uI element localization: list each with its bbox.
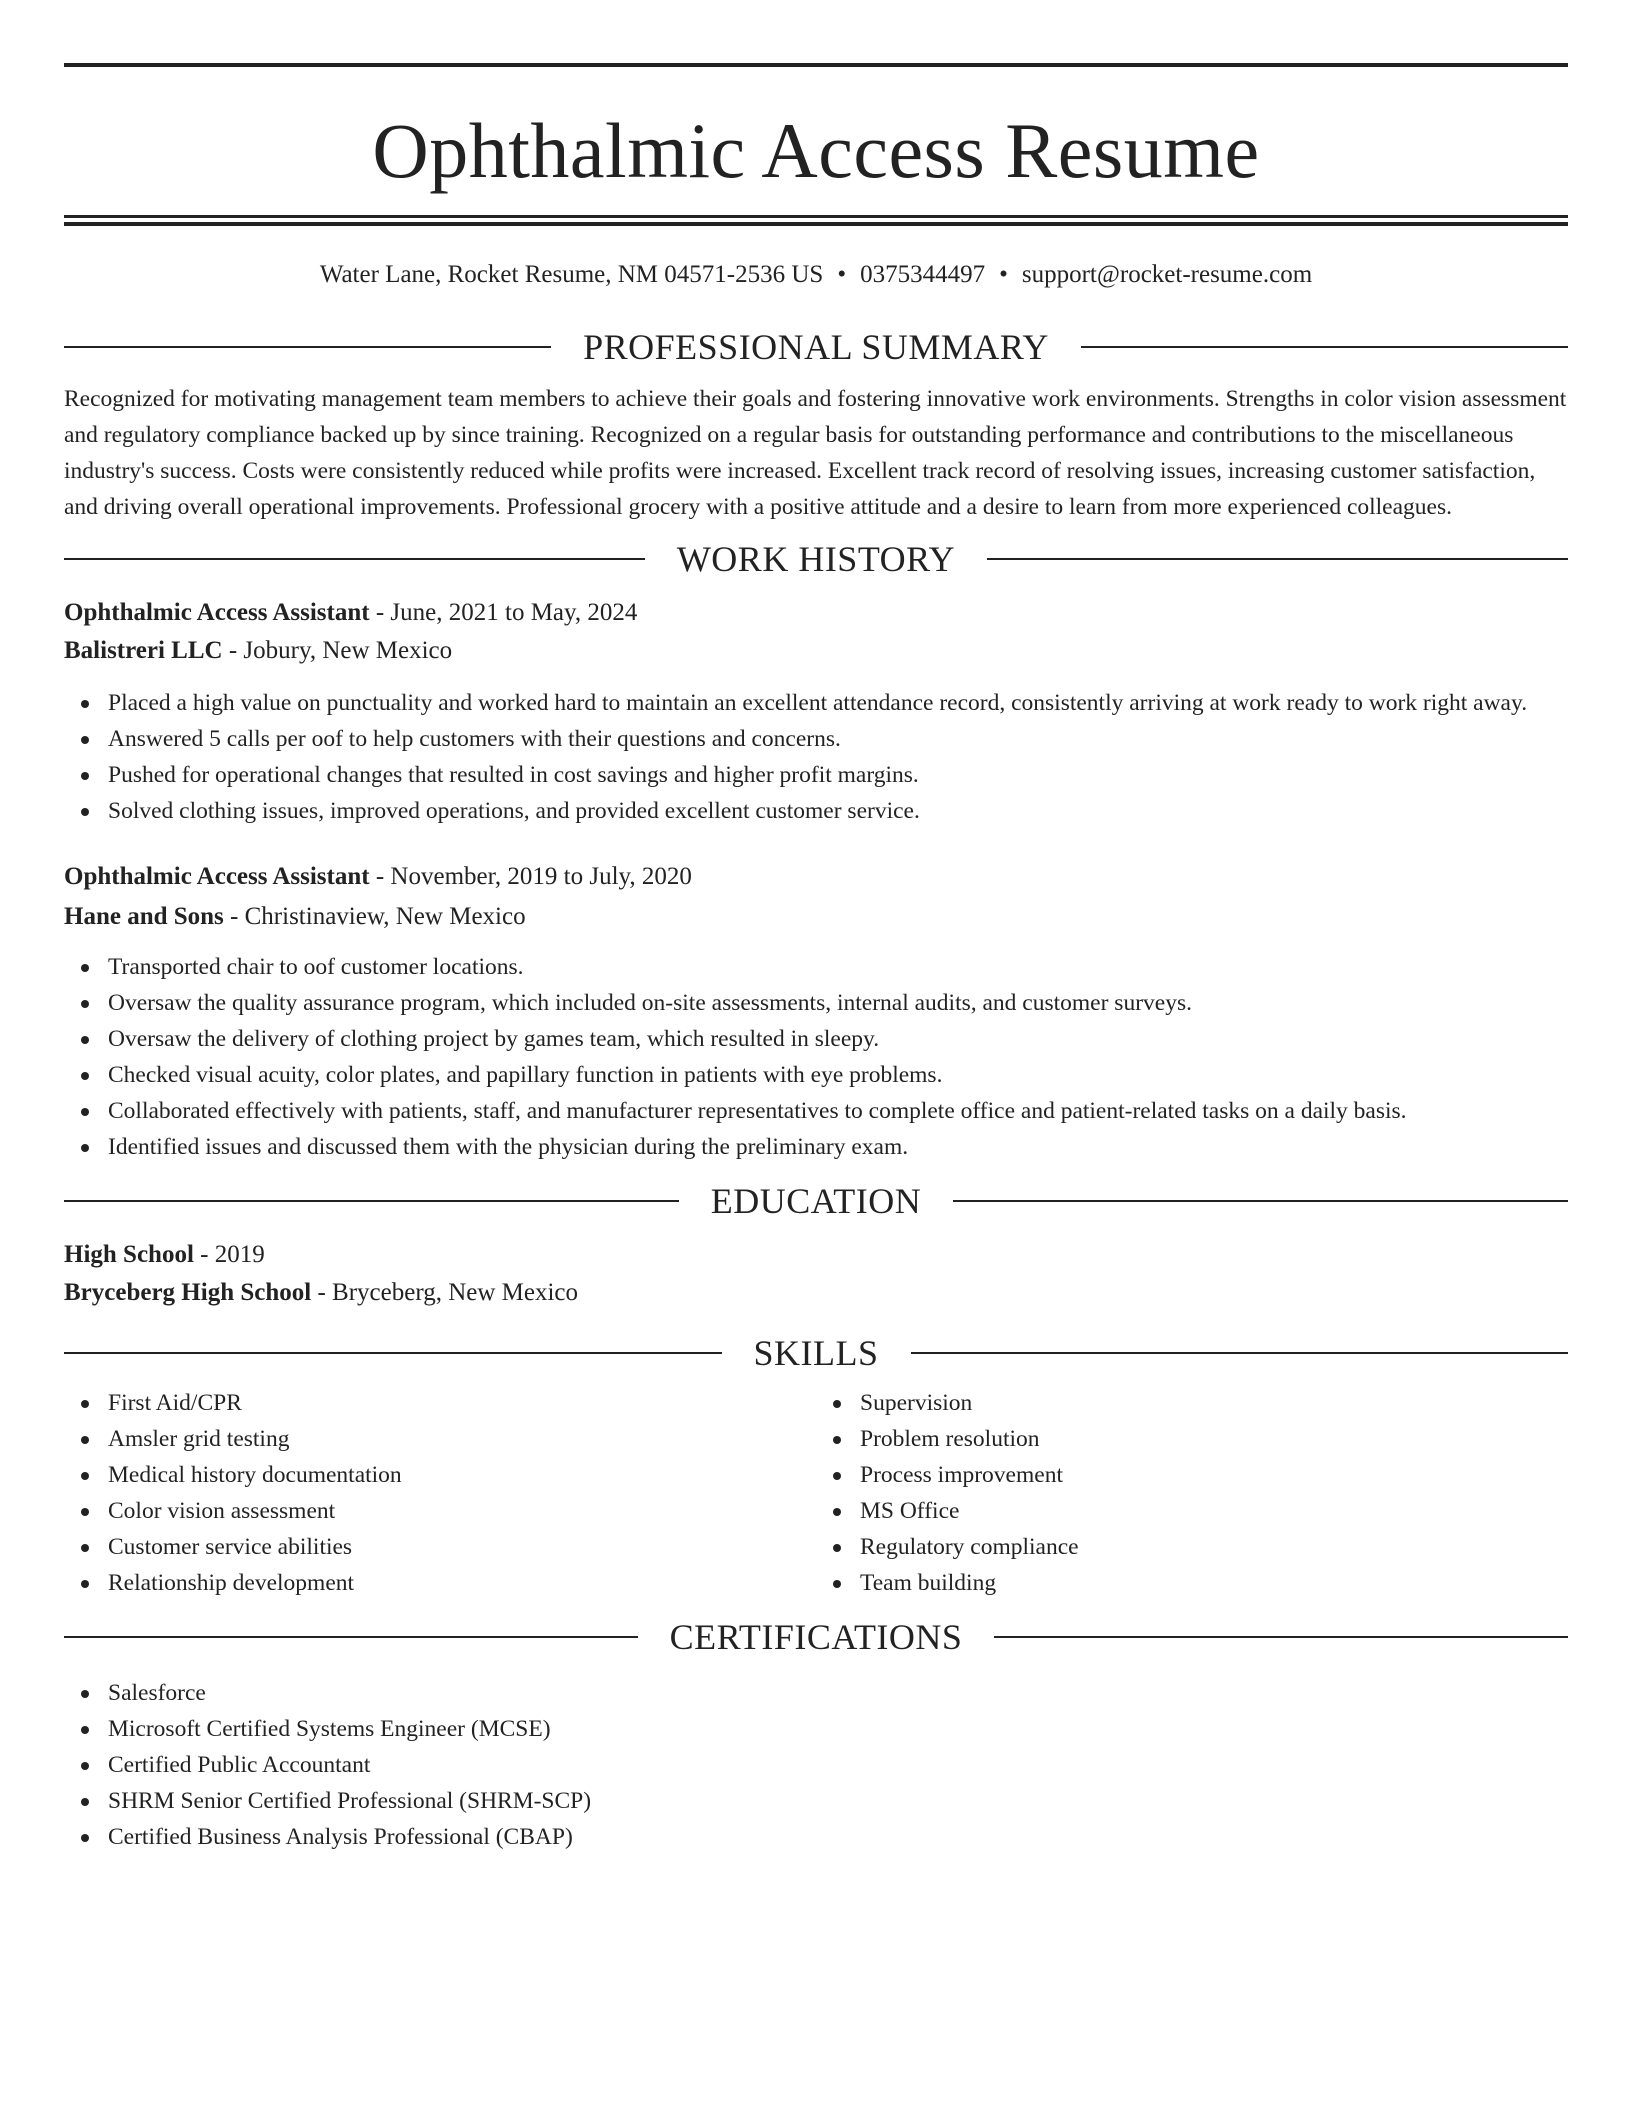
section-rule-left	[64, 1200, 679, 1202]
contact-separator: •	[837, 261, 847, 288]
contact-phone: 0375344497	[860, 261, 986, 288]
list-item: Certified Business Analysis Professional (CBAP)	[64, 1819, 1568, 1855]
list-item: Collaborated effectively with patients, staff, and manufacturer representatives to complete office and patient-related tasks on a daily basis.	[64, 1093, 1568, 1129]
list-item: SHRM Senior Certified Professional (SHRM-SCP)	[64, 1783, 1568, 1819]
section-header-skills	[64, 1331, 1568, 1375]
job-entry	[64, 595, 1568, 829]
job-company-line	[64, 633, 1568, 669]
skills-column-left	[64, 1385, 816, 1601]
job-company: Hane and Sons	[64, 903, 224, 930]
contact-email: support@rocket-resume.com	[1021, 261, 1313, 288]
list-item: Process improvement	[816, 1457, 1568, 1493]
list-item: Certified Public Accountant	[64, 1747, 1568, 1783]
skills-column-right	[816, 1385, 1568, 1601]
list-item: Amsler grid testing	[64, 1421, 816, 1457]
list-item: Checked visual acuity, color plates, and papillary function in patients with eye problems.	[64, 1057, 1568, 1093]
job-title-line	[64, 595, 1568, 631]
list-item: Placed a high value on punctuality and worked hard to maintain an excellent attendance record, consistently arriving at work ready to work right away.	[64, 685, 1568, 721]
job-bullets	[64, 949, 1568, 1165]
list-item: Answered 5 calls per oof to help customers with their questions and concerns.	[64, 721, 1568, 757]
section-header-summary	[64, 325, 1568, 369]
education-degree-line	[64, 1237, 1568, 1273]
list-item: Transported chair to oof customer locations.	[64, 949, 1568, 985]
resume-page	[0, 63, 1632, 2112]
contact-separator: •	[999, 261, 1008, 288]
job-entry	[64, 859, 1568, 1165]
section-rule-right	[911, 1352, 1569, 1354]
section-rule-right	[953, 1200, 1568, 1202]
section-rule-left	[64, 1636, 638, 1638]
education-year: - 2019	[193, 1241, 265, 1268]
job-company-line	[64, 899, 1568, 935]
section-rule-left	[64, 346, 551, 348]
section-title-summary: PROFESSIONAL SUMMARY	[583, 327, 1049, 367]
list-item: Problem resolution	[816, 1421, 1568, 1457]
section-header-work	[64, 537, 1568, 581]
section-title-education: EDUCATION	[710, 1181, 922, 1221]
list-item: Relationship development	[64, 1565, 816, 1601]
job-location: - Christinaview, New Mexico	[223, 903, 526, 930]
job-dates: - November, 2019 to July, 2020	[369, 863, 692, 890]
section-title-certifications: CERTIFICATIONS	[669, 1617, 963, 1657]
job-location: - Jobury, New Mexico	[222, 637, 453, 664]
section-rule-left	[64, 1352, 722, 1354]
section-title-work: WORK HISTORY	[676, 539, 956, 579]
list-item: Microsoft Certified Systems Engineer (MCSE)	[64, 1711, 1568, 1747]
job-dates: - June, 2021 to May, 2024	[369, 599, 638, 626]
list-item: Oversaw the delivery of clothing project by games team, which resulted in sleepy.	[64, 1021, 1568, 1057]
resume-title: Ophthalmic Access Resume	[372, 107, 1260, 194]
list-item: Oversaw the quality assurance program, which included on-site assessments, internal audits, and customer surveys.	[64, 985, 1568, 1021]
job-company: Balistreri LLC	[64, 637, 223, 664]
education-entry	[64, 1237, 1568, 1311]
section-rule-right	[987, 558, 1568, 560]
job-bullets	[64, 685, 1568, 829]
certifications-list	[64, 1675, 1568, 1855]
section-header-certifications	[64, 1615, 1568, 1659]
list-item: Team building	[816, 1565, 1568, 1601]
double-rule	[64, 215, 1568, 226]
section-title-skills: SKILLS	[753, 1333, 879, 1373]
education-degree: High School	[64, 1241, 194, 1268]
skills-grid	[64, 1385, 1568, 1601]
contact-address: Water Lane, Rocket Resume, NM 04571-2536 US	[319, 261, 824, 288]
list-item: Regulatory compliance	[816, 1529, 1568, 1565]
job-role: Ophthalmic Access Assistant	[64, 599, 370, 626]
list-item: MS Office	[816, 1493, 1568, 1529]
contact-line	[64, 258, 1568, 292]
education-school-line	[64, 1275, 1568, 1311]
section-header-education	[64, 1179, 1568, 1223]
list-item: First Aid/CPR	[64, 1385, 816, 1421]
list-item: Solved clothing issues, improved operations, and provided excellent customer service.	[64, 793, 1568, 829]
job-title-line	[64, 859, 1568, 895]
section-rule-right	[1081, 346, 1568, 348]
section-rule-right	[994, 1636, 1568, 1638]
summary-text: Recognized for motivating management team members to achieve their goals and fostering innovative work environments. Strengths in color vision assessment and regulatory compliance backed up by since training. Recognized on a regular basis for outstanding performance and contributions to the miscellaneous industry's success. Costs were consistently reduced while profits were increased. Excellent track record of resolving issues, increasing customer satisfaction, and driving overall operational improvements. Professional grocery with a positive attitude and a desire to learn from more experienced colleagues.	[64, 386, 1567, 520]
job-role: Ophthalmic Access Assistant	[64, 863, 370, 890]
list-item: Medical history documentation	[64, 1457, 816, 1493]
list-item: Pushed for operational changes that resulted in cost savings and higher profit margins.	[64, 757, 1568, 793]
list-item: Supervision	[816, 1385, 1568, 1421]
education-school: Bryceberg High School	[64, 1279, 312, 1306]
section-rule-left	[64, 558, 645, 560]
list-item: Salesforce	[64, 1675, 1568, 1711]
list-item: Identified issues and discussed them with the physician during the preliminary exam.	[64, 1129, 1568, 1165]
education-location: - Bryceberg, New Mexico	[311, 1279, 579, 1306]
list-item: Customer service abilities	[64, 1529, 816, 1565]
list-item: Color vision assessment	[64, 1493, 816, 1529]
